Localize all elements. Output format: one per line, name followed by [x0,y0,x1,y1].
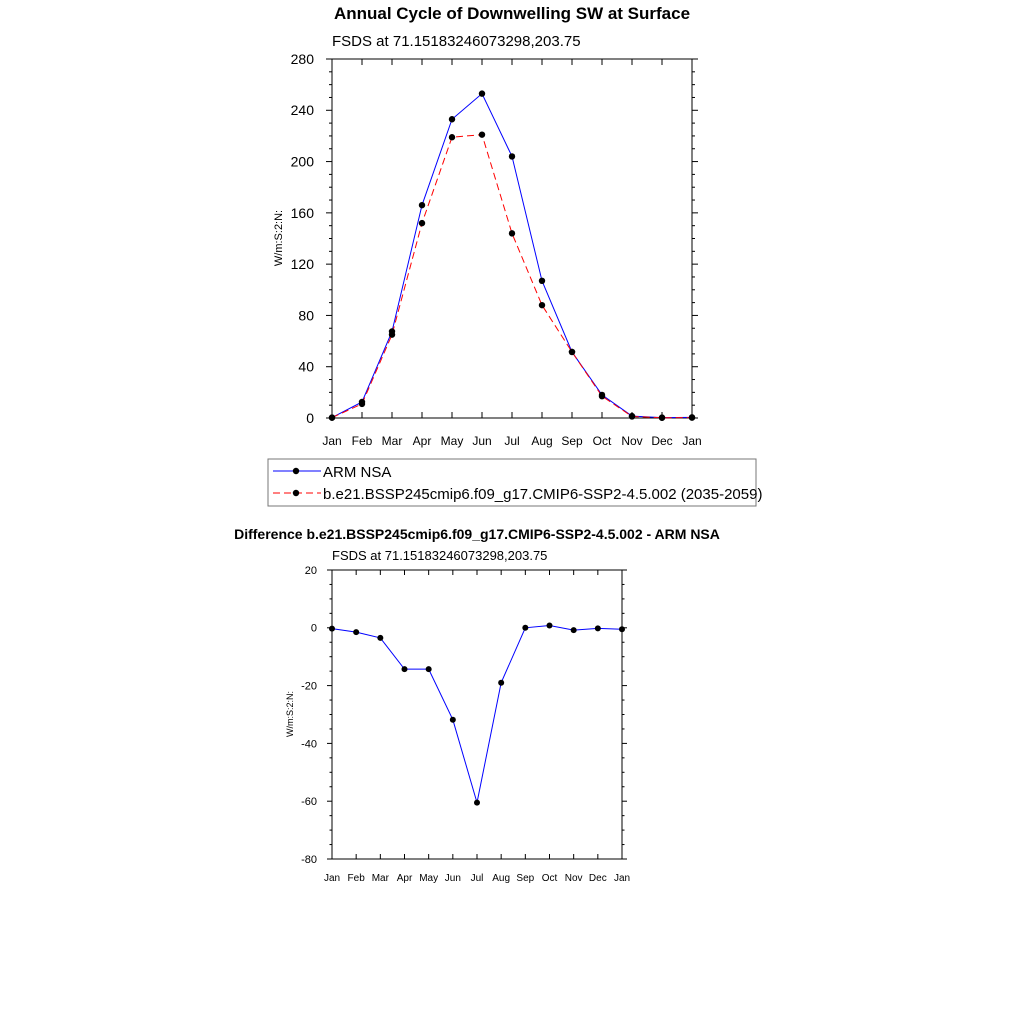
chart-subtitle: FSDS at 71.15183246073298,203.75 [332,33,581,50]
x-tick-label: Nov [564,873,583,884]
difference-chart [234,526,720,884]
x-tick-label: Feb [351,434,373,448]
y-tick-label: 160 [290,204,314,221]
plot-frame [332,59,692,418]
y-tick-label: 40 [298,358,314,375]
x-tick-label: Oct [592,434,612,448]
x-tick-label: Jul [504,434,520,448]
data-point-marker [498,680,504,686]
legend [268,459,762,506]
x-tick-label: Dec [651,434,673,448]
data-point-marker [329,626,335,632]
data-point-marker [479,90,485,96]
data-point-marker [629,413,635,419]
x-tick-label: Jun [444,873,461,884]
data-point-marker [419,220,425,226]
y-tick-label: 240 [290,102,314,119]
data-point-marker [569,349,575,355]
series-line-model [332,135,692,418]
data-point-marker [474,800,480,806]
data-point-marker [426,666,432,672]
x-tick-label: Mar [381,434,403,448]
y-tick-label: 200 [290,153,314,170]
x-tick-label: Aug [531,434,553,448]
data-point-marker [509,230,515,236]
diff-chart-subtitle: FSDS at 71.15183246073298,203.75 [332,548,548,563]
y-axis-label: W/m:S:2:N: [273,209,285,267]
data-point-marker [689,414,695,420]
y-tick-label: -60 [301,796,317,809]
annual-cycle-chart [268,4,762,506]
data-point-marker [509,153,515,159]
data-point-marker [539,278,545,284]
x-tick-label: Mar [371,873,389,884]
data-point-marker [659,415,665,421]
legend-label-observed: ARM NSA [323,464,392,481]
series-line-observed [332,625,622,802]
x-tick-label: Jun [472,434,492,448]
data-point-marker [539,302,545,308]
x-tick-label: Jan [322,434,342,448]
series-line-observed [332,94,692,418]
y-tick-label: 80 [298,307,314,324]
data-point-marker [353,629,359,635]
data-point-marker [450,717,456,723]
x-tick-label: Sep [561,434,583,448]
chart-title: Annual Cycle of Downwelling SW at Surface [333,4,691,23]
y-tick-label: -40 [301,738,317,751]
x-tick-label: Jan [682,434,702,448]
legend-marker-model [293,490,299,496]
data-point-marker [329,414,335,420]
data-point-marker [449,116,455,122]
y-tick-label: 280 [290,50,314,67]
y-tick-label: 0 [310,622,317,635]
data-point-marker [547,622,553,628]
x-tick-label: Jan [613,873,631,884]
data-point-marker [479,131,485,137]
x-tick-label: May [419,873,439,884]
diff-chart-title: Difference b.e21.BSSP245cmip6.f09_g17.CMIP6-SSP2-4.5.002 - ARM NSA [234,526,720,542]
data-point-marker [419,202,425,208]
x-tick-label: Apr [396,873,413,884]
legend-label-model: b.e21.BSSP245cmip6.f09_g17.CMIP6-SSP2-4.5.002 (2035-2059) [323,486,763,503]
x-tick-label: Sep [516,873,535,884]
data-point-marker [449,134,455,140]
x-tick-label: May [440,434,464,448]
x-tick-label: Feb [347,873,365,884]
x-tick-label: Jan [323,873,341,884]
legend-marker-observed [293,468,299,474]
data-point-marker [389,331,395,337]
data-point-marker [359,401,365,407]
data-point-marker [377,635,383,641]
data-point-marker [522,625,528,631]
data-point-marker [402,666,408,672]
y-tick-label: -20 [301,680,317,693]
x-tick-label: Dec [588,873,607,884]
diff-plot-frame [332,570,622,859]
x-tick-label: Jul [470,873,484,884]
y-tick-label: -80 [301,853,317,866]
x-tick-label: Oct [541,873,558,884]
diff-y-axis-label: W/m:S:2:N: [285,690,295,738]
y-tick-label: 0 [306,409,314,426]
x-tick-label: Nov [621,434,643,448]
y-tick-label: 20 [304,564,317,577]
data-point-marker [619,626,625,632]
data-point-marker [595,625,601,631]
x-tick-label: Aug [492,873,511,884]
data-point-marker [571,627,577,633]
y-tick-label: 120 [290,256,314,273]
data-point-marker [599,393,605,399]
x-tick-label: Apr [412,434,432,448]
